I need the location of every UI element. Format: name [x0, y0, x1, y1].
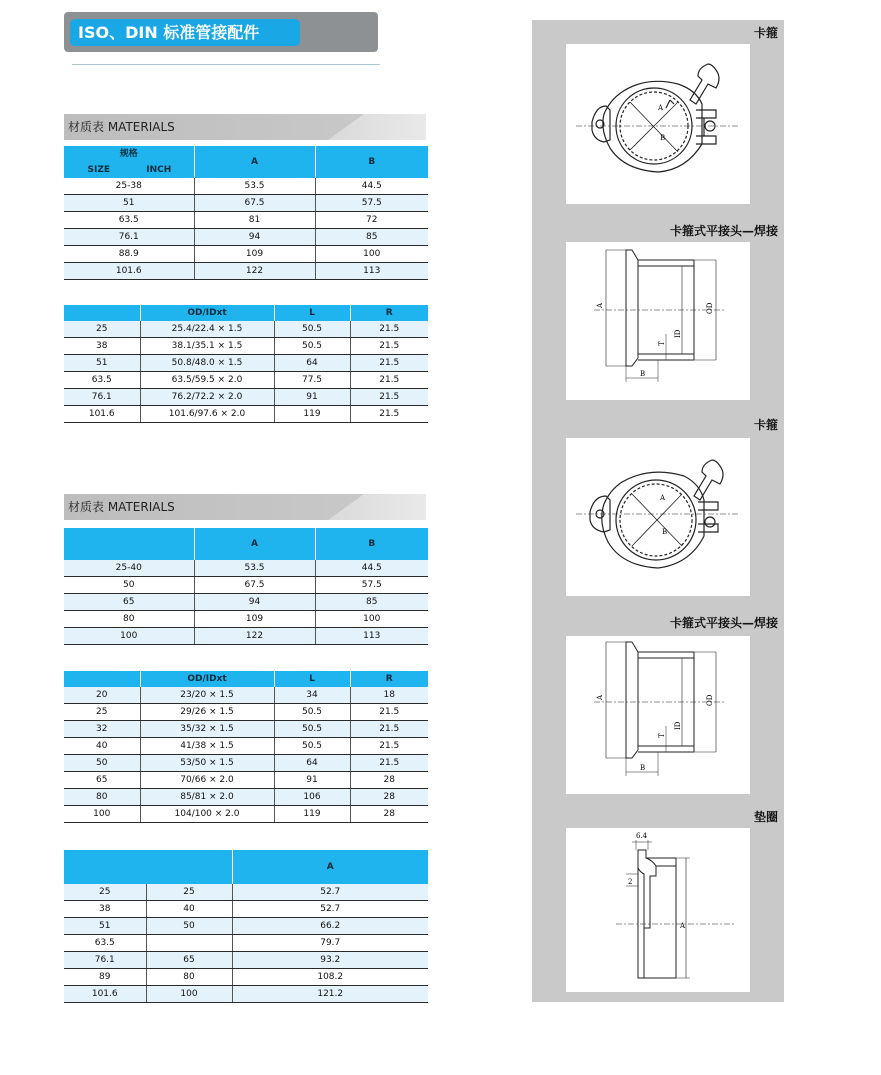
- table-cell: 119: [274, 806, 350, 823]
- table-cell: 50.5: [274, 338, 350, 355]
- gasket-dim-two: 2: [628, 878, 633, 886]
- table-cell: 50: [146, 918, 232, 935]
- table-cell: 70/66 × 2.0: [140, 772, 274, 789]
- ferrule-drawing-2: [566, 636, 750, 794]
- table-cell: 65: [64, 772, 140, 789]
- table-cell: 50.8/48.0 × 1.5: [140, 355, 274, 372]
- table-cell: 89: [64, 969, 146, 986]
- iso-ferrule-header-l: L: [274, 305, 350, 321]
- clamp2-dim-a: A: [660, 494, 666, 502]
- table-cell: 21.5: [350, 372, 428, 389]
- table-cell: 50: [64, 577, 194, 594]
- section-title-din-text: 材质表 MATERIALS: [68, 500, 175, 514]
- table-row: [64, 406, 428, 423]
- table-cell: 21.5: [350, 338, 428, 355]
- table-cell: 21.5: [350, 721, 428, 738]
- din-ferrule-header-r: R: [350, 671, 428, 687]
- table-row: [64, 263, 428, 280]
- table-row: [64, 372, 428, 389]
- table-row: [64, 969, 428, 986]
- table-cell: 53.5: [194, 178, 315, 195]
- table-cell: 100: [146, 986, 232, 1003]
- ferrule-dim-a: A: [596, 302, 604, 308]
- table-cell: 23/20 × 1.5: [140, 687, 274, 704]
- ferrule-icon: [566, 636, 750, 794]
- table-cell: 85: [315, 229, 428, 246]
- din-ferrule-header-size: [64, 671, 140, 687]
- drawing-label-clamp-1: 卡箍: [753, 26, 778, 40]
- table-cell: 81: [194, 212, 315, 229]
- din-ferrule-header-od: OD/IDxt: [140, 671, 274, 687]
- iso-clamp-subheader-inch: INCH: [146, 165, 172, 175]
- drawing-label-ferrule-1: 卡箍式平接头—焊接: [669, 224, 778, 238]
- table-cell: 101.6/97.6 × 2.0: [140, 406, 274, 423]
- table-cell: 38: [64, 338, 140, 355]
- table-cell: 25: [64, 884, 146, 901]
- gasket-header-a: A: [232, 850, 428, 884]
- table-cell: 119: [274, 406, 350, 423]
- table-cell: 76.1: [64, 952, 146, 969]
- table-row: [64, 918, 428, 935]
- table-cell: 51: [64, 355, 140, 372]
- table-cell: 91: [274, 389, 350, 406]
- table-cell: 50.5: [274, 704, 350, 721]
- table-row: [64, 246, 428, 263]
- table-cell: 21.5: [350, 738, 428, 755]
- table-cell: 76.2/72.2 × 2.0: [140, 389, 274, 406]
- table-cell: 21.5: [350, 355, 428, 372]
- table-cell: 76.1: [64, 229, 194, 246]
- table-cell: 57.5: [315, 577, 428, 594]
- header-divider: [72, 64, 380, 65]
- table-cell: 21.5: [350, 755, 428, 772]
- table-cell: 106: [274, 789, 350, 806]
- table-cell: 64: [274, 355, 350, 372]
- table-cell: 101.6: [64, 406, 140, 423]
- table-cell: 44.5: [315, 178, 428, 195]
- section-title-iso: [64, 114, 426, 140]
- table-row: [64, 628, 428, 645]
- table-row: [64, 772, 428, 789]
- table-cell: 100: [64, 628, 194, 645]
- table-cell: 18: [350, 687, 428, 704]
- din-clamp-header-size: [64, 528, 194, 560]
- table-cell: 40: [64, 738, 140, 755]
- table-cell: 80: [146, 969, 232, 986]
- ferrule-dim-t: T: [658, 341, 666, 346]
- table-cell: 20: [64, 687, 140, 704]
- table-row: [64, 755, 428, 772]
- table-cell: 28: [350, 789, 428, 806]
- gasket-drawing: [566, 828, 750, 992]
- table-cell: 21.5: [350, 406, 428, 423]
- table-row: [64, 952, 428, 969]
- ferrule2-dim-t: T: [658, 733, 666, 738]
- table-cell: 38: [64, 901, 146, 918]
- clamp2-dim-b: B: [662, 528, 668, 536]
- table-cell: 76.1: [64, 389, 140, 406]
- table-cell: 94: [194, 229, 315, 246]
- gasket-icon: [566, 828, 750, 992]
- table-cell: 64: [274, 755, 350, 772]
- ferrule-icon: [566, 242, 750, 400]
- table-cell: 67.5: [194, 195, 315, 212]
- iso-clamp-rows: [64, 178, 428, 280]
- table-cell: 50.5: [274, 321, 350, 338]
- table-cell: 122: [194, 628, 315, 645]
- table-cell: 41/38 × 1.5: [140, 738, 274, 755]
- table-cell: 101.6: [64, 263, 194, 280]
- gasket-header-size: [64, 850, 146, 884]
- drawing-label-gasket: 垫圈: [753, 810, 778, 824]
- table-row: [64, 195, 428, 212]
- table-cell: 52.7: [232, 884, 428, 901]
- table-cell: 21.5: [350, 321, 428, 338]
- clamp-icon: [566, 44, 750, 204]
- clamp-drawing-1: [566, 44, 750, 204]
- table-row: [64, 789, 428, 806]
- table-cell: 72: [315, 212, 428, 229]
- table-row: [64, 901, 428, 918]
- table-cell: 77.5: [274, 372, 350, 389]
- table-cell: 38.1/35.1 × 1.5: [140, 338, 274, 355]
- table-cell: 21.5: [350, 704, 428, 721]
- clamp-dim-b: B: [660, 134, 666, 142]
- table-cell: 35/32 × 1.5: [140, 721, 274, 738]
- table-row: [64, 577, 428, 594]
- din-clamp-header-b: B: [315, 528, 428, 560]
- table-cell: 34: [274, 687, 350, 704]
- page-title: ISO、DIN 标准管接配件: [70, 19, 300, 46]
- table-cell: 100: [315, 246, 428, 263]
- table-cell: [146, 935, 232, 952]
- ferrule-dim-od: OD: [706, 302, 714, 314]
- iso-clamp-subheader-size: SIZE: [87, 165, 110, 175]
- ferrule-dim-id: ID: [674, 329, 682, 338]
- table-cell: 50.5: [274, 721, 350, 738]
- table-cell: 52.7: [232, 901, 428, 918]
- table-cell: 109: [194, 246, 315, 263]
- table-cell: 65: [146, 952, 232, 969]
- table-row: [64, 178, 428, 195]
- table-cell: 113: [315, 628, 428, 645]
- table-cell: 108.2: [232, 969, 428, 986]
- table-cell: 67.5: [194, 577, 315, 594]
- table-cell: 121.2: [232, 986, 428, 1003]
- table-cell: 85/81 × 2.0: [140, 789, 274, 806]
- table-row: [64, 935, 428, 952]
- iso-clamp-header-a: A: [194, 146, 315, 178]
- table-cell: 63.5/59.5 × 2.0: [140, 372, 274, 389]
- iso-clamp-table: [64, 146, 428, 280]
- table-cell: 63.5: [64, 372, 140, 389]
- table-cell: 51: [64, 918, 146, 935]
- table-cell: 53.5: [194, 560, 315, 577]
- gasket-header-inch: [146, 850, 232, 884]
- table-row: [64, 687, 428, 704]
- table-cell: 25: [64, 704, 140, 721]
- table-cell: 51: [64, 195, 194, 212]
- table-row: [64, 721, 428, 738]
- table-row: [64, 338, 428, 355]
- table-cell: 79.7: [232, 935, 428, 952]
- table-row: [64, 806, 428, 823]
- clamp-dim-a: A: [658, 104, 664, 112]
- table-cell: 28: [350, 772, 428, 789]
- drawing-panel: [532, 20, 784, 1002]
- table-cell: 21.5: [350, 389, 428, 406]
- iso-clamp-header-b: B: [315, 146, 428, 178]
- table-cell: 85: [315, 594, 428, 611]
- table-cell: 53/50 × 1.5: [140, 755, 274, 772]
- table-row: [64, 229, 428, 246]
- section-title-iso-text: 材质表 MATERIALS: [68, 120, 175, 134]
- table-row: [64, 560, 428, 577]
- table-cell: 28: [350, 806, 428, 823]
- table-row: [64, 738, 428, 755]
- table-cell: 80: [64, 789, 140, 806]
- din-clamp-header-a: A: [194, 528, 315, 560]
- table-row: [64, 704, 428, 721]
- ferrule2-dim-a: A: [596, 694, 604, 700]
- table-row: [64, 389, 428, 406]
- table-cell: 109: [194, 611, 315, 628]
- table-cell: 88.9: [64, 246, 194, 263]
- ferrule2-dim-id: ID: [674, 721, 682, 730]
- table-cell: 100: [315, 611, 428, 628]
- table-cell: 63.5: [64, 935, 146, 952]
- table-cell: 80: [64, 611, 194, 628]
- table-cell: 122: [194, 263, 315, 280]
- clamp-drawing-2: [566, 438, 750, 596]
- table-cell: 91: [274, 772, 350, 789]
- table-row: [64, 212, 428, 229]
- table-cell: 93.2: [232, 952, 428, 969]
- table-row: [64, 611, 428, 628]
- table-cell: 40: [146, 901, 232, 918]
- drawing-label-clamp-2: 卡箍: [753, 418, 778, 432]
- table-cell: 100: [64, 806, 140, 823]
- gasket-dim-a: A: [680, 922, 686, 930]
- table-cell: 57.5: [315, 195, 428, 212]
- table-row: [64, 321, 428, 338]
- table-cell: 25-38: [64, 178, 194, 195]
- table-cell: 29/26 × 1.5: [140, 704, 274, 721]
- iso-ferrule-table: [64, 305, 428, 423]
- table-cell: 25-40: [64, 560, 194, 577]
- table-cell: 66.2: [232, 918, 428, 935]
- section-title-din: [64, 494, 426, 520]
- drawing-label-ferrule-2: 卡箍式平接头—焊接: [669, 616, 778, 630]
- ferrule2-dim-b: B: [640, 764, 646, 772]
- ferrule-drawing-1: [566, 242, 750, 400]
- table-cell: 44.5: [315, 560, 428, 577]
- table-row: [64, 594, 428, 611]
- table-cell: 25.4/22.4 × 1.5: [140, 321, 274, 338]
- table-cell: 104/100 × 2.0: [140, 806, 274, 823]
- table-cell: 113: [315, 263, 428, 280]
- ferrule-dim-b: B: [640, 370, 646, 378]
- table-row: [64, 884, 428, 901]
- table-cell: 63.5: [64, 212, 194, 229]
- table-cell: 25: [64, 321, 140, 338]
- table-cell: 50: [64, 755, 140, 772]
- table-cell: 101.6: [64, 986, 146, 1003]
- gasket-table: [64, 850, 428, 1003]
- table-row: [64, 355, 428, 372]
- table-cell: 25: [146, 884, 232, 901]
- table-cell: 65: [64, 594, 194, 611]
- din-clamp-table: [64, 528, 428, 645]
- gasket-dim-width: 6.4: [636, 832, 648, 840]
- iso-clamp-group-header: 规格: [64, 146, 194, 162]
- din-ferrule-table: [64, 671, 428, 823]
- iso-ferrule-header-size: [64, 305, 140, 321]
- table-cell: 32: [64, 721, 140, 738]
- clamp-icon: [566, 438, 750, 596]
- iso-ferrule-header-od: OD/IDxt: [140, 305, 274, 321]
- table-cell: 94: [194, 594, 315, 611]
- iso-ferrule-header-r: R: [350, 305, 428, 321]
- table-cell: 50.5: [274, 738, 350, 755]
- ferrule2-dim-od: OD: [706, 694, 714, 706]
- iso-clamp-subheader-cell: [64, 162, 194, 178]
- din-ferrule-header-l: L: [274, 671, 350, 687]
- table-row: [64, 986, 428, 1003]
